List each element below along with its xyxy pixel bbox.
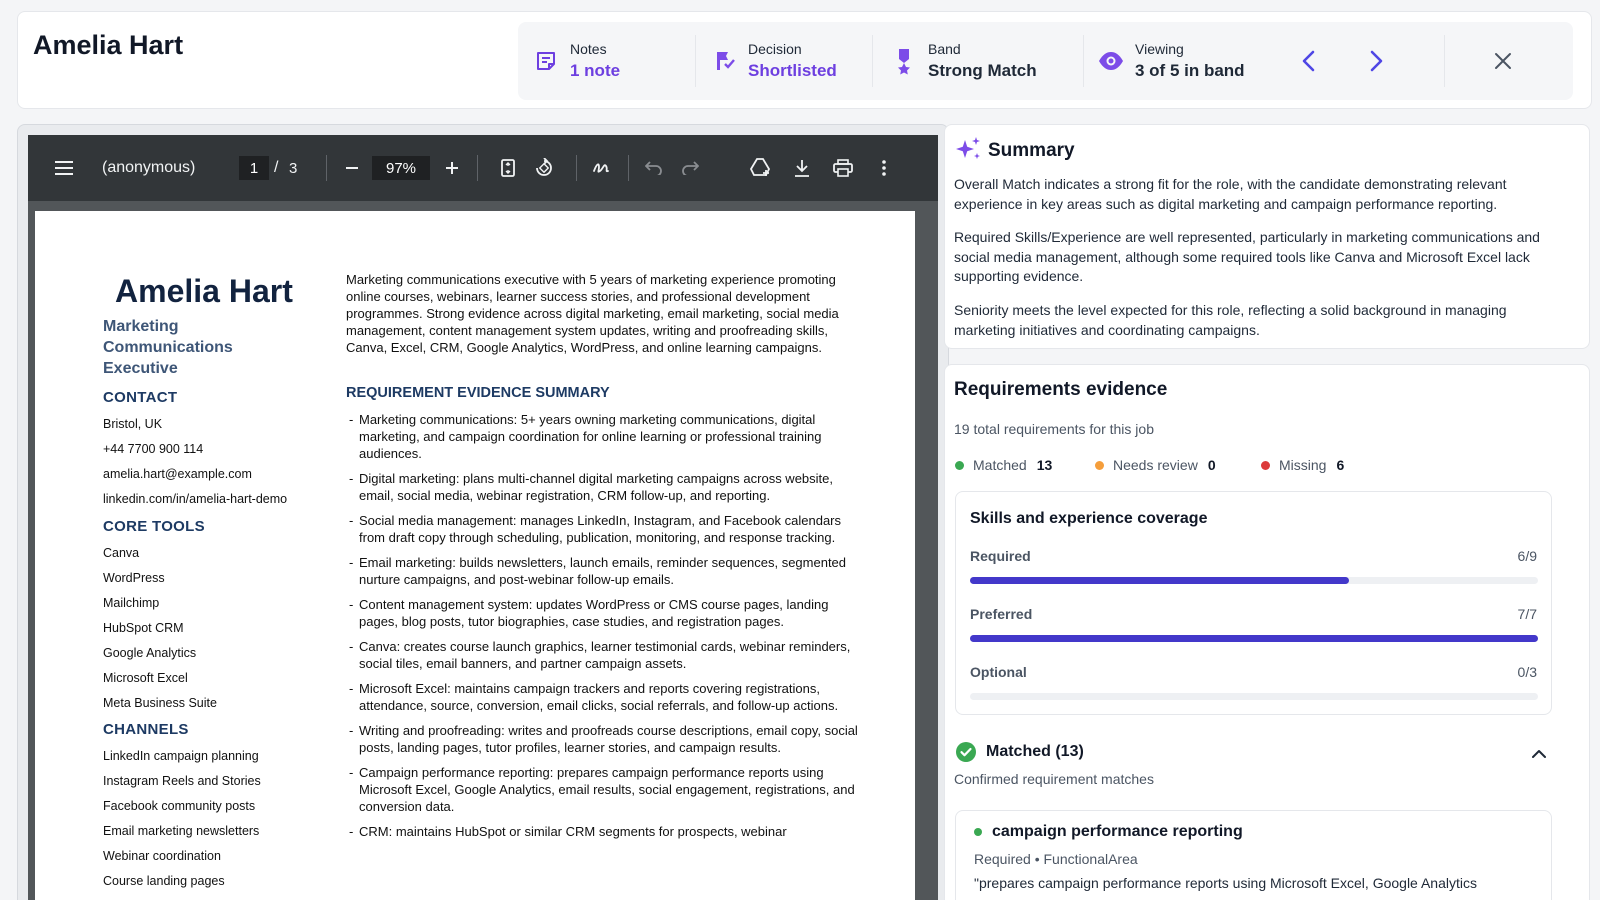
preferred-progress-bar [970,635,1538,642]
matched-dot [955,461,964,470]
pdf-viewer-container [17,124,949,900]
cv-tool-item: Mailchimp [103,596,160,610]
bookmark-check-icon [710,47,738,75]
required-progress-bar [970,577,1538,584]
drive-add-icon [750,158,772,178]
cv-channel-item: Email marketing newsletters [103,824,260,838]
menu-icon [55,161,73,175]
candidate-header [17,11,1592,109]
requirement-item-header [974,823,1243,841]
cv-tool-item: Google Analytics [103,646,197,660]
cv-evidence-item: - Email marketing: builds newsletters, launch emails, reminder sequences, segmented nurture campaigns, and post-webinar follow-up emails. [349,554,859,588]
cv-tool-item: HubSpot CRM [103,621,184,635]
sparkles-icon [955,136,983,169]
toolbar-divider [576,155,577,181]
requirement-evidence-quote: "prepares campaign performance reports using Microsoft Excel, Google Analytics [974,875,1477,891]
award-ribbon-icon [890,47,918,75]
viewing-value: 3 of 5 in band [1135,61,1245,80]
cv-evidence-item: - Writing and proofreading: writes and proofreads course descriptions, email copy, social posts, landing pages, tutor profiles, learner stories, and campaign results. [349,722,859,756]
requirements-card [944,364,1590,900]
summary-paragraph: Required Skills/Experience are well represented, particularly in marketing communications and social media management, although some required tools like Canva and Microsoft Excel lack supporting evidence. [954,229,1540,284]
undo-button[interactable] [642,155,666,181]
cv-role: Marketing Communications Executive [103,318,233,377]
cv-tools-heading: CORE TOOLS [103,518,205,535]
required-fraction: 6/9 [1517,548,1537,564]
decision-value[interactable]: Shortlisted [748,61,837,80]
cv-channel-item: LinkedIn campaign planning [103,749,259,763]
legend-matched-count: 13 [1036,457,1053,473]
zoom-in-button[interactable] [440,155,464,181]
page-separator: / [274,159,279,176]
print-icon [833,159,853,177]
page-number-input[interactable]: 1 [239,156,269,180]
decision-label: Decision [748,41,802,57]
optional-label: Optional [970,664,1027,680]
preferred-label: Preferred [970,606,1033,622]
draw-icon [592,159,612,177]
minus-icon [345,161,359,175]
pdf-page [35,211,915,900]
needs-review-dot [1095,461,1104,470]
legend-review-count: 0 [1207,457,1216,473]
chevron-up-icon [1532,749,1546,758]
requirement-meta: Required • FunctionalArea [974,851,1138,867]
next-candidate-button[interactable] [1361,46,1391,76]
previous-candidate-button[interactable] [1294,46,1324,76]
cv-evidence-item: - Social media management: manages LinkedIn, Instagram, and Facebook calendars from draft copy through scheduling, publication, monitoring, and response tracking. [349,512,859,546]
cv-evidence-item: - CRM: maintains HubSpot or similar CRM segments for prospects, webinar [349,823,859,840]
cv-tool-item: Microsoft Excel [103,671,188,685]
cv-tool-item: Meta Business Suite [103,696,217,710]
cv-contact-item: linkedin.com/in/amelia-hart-demo [103,492,288,506]
close-button[interactable] [1488,46,1518,76]
zoom-out-button[interactable] [340,155,364,181]
optional-fraction: 0/3 [1517,664,1537,680]
notes-label: Notes [570,41,607,57]
candidate-name: Amelia Hart [33,30,184,60]
cv-channels-heading: CHANNELS [103,721,189,738]
coverage-card [955,491,1552,715]
cv-contact-item: +44 7700 900 114 [103,442,204,456]
rotate-button[interactable] [532,155,556,181]
required-label: Required [970,548,1031,564]
notes-value[interactable]: 1 note [570,61,621,80]
more-vertical-icon [882,160,886,176]
matched-status-dot [974,828,982,836]
band-stat [890,22,1037,100]
cv-channel-item: Webinar coordination [103,849,221,863]
cv-channel-item: Facebook community posts [103,799,256,813]
optional-progress-bar [970,693,1538,700]
plus-icon [445,161,459,175]
cv-evidence-item: - Campaign performance reporting: prepares campaign performance reports using Microsoft Excel, Google Analytics, email results, social engagement, registrations, and conversion data. [349,764,859,815]
redo-button[interactable] [678,155,702,181]
cv-contact-item: amelia.hart@example.com [103,467,252,481]
preferred-fraction: 7/7 [1517,606,1537,622]
summary-paragraph: Overall Match indicates a strong fit for the role, with the candidate demonstrating relevant experience in key areas such as digital marketing and campaign performance reporting. [954,176,1507,212]
summary-card [944,124,1590,349]
preferred-progress-fill [970,635,1538,642]
more-options-button[interactable] [874,155,894,181]
requirements-title: Requirements evidence [954,379,1168,400]
notes-icon [532,47,560,75]
cv-channel-item: Course landing pages [103,874,225,888]
cv-contact-item: Bristol, UK [103,417,163,431]
legend-missing[interactable] [1261,457,1344,473]
required-progress-fill [970,577,1349,584]
collapse-matched-button[interactable] [1529,743,1549,763]
fit-page-button[interactable] [496,155,520,181]
notes-stat[interactable] [532,22,620,100]
cv-evidence-heading: REQUIREMENT EVIDENCE SUMMARY [346,385,610,401]
divider [695,35,696,87]
matched-section-header[interactable] [956,742,1084,762]
page-total: 3 [289,159,298,177]
viewing-stat [1097,22,1245,100]
cv-tool-item: WordPress [103,571,165,585]
legend-matched-label: Matched [973,457,1027,473]
legend-review-label: Needs review [1113,457,1198,473]
close-icon [1494,52,1512,70]
redo-icon [681,161,699,175]
rotate-icon [534,158,554,178]
requirements-total: 19 total requirements for this job [954,421,1154,437]
document-title: (anonymous) [102,159,196,176]
pdf-viewer [28,135,938,900]
toolbar-divider [628,155,629,181]
cv-evidence-item: - Marketing communications: 5+ years owning marketing communications, digital marketing, and campaign coordination for online learning or professional training audiences. [349,411,859,462]
cv-contact-heading: CONTACT [103,389,178,406]
check-circle-icon [956,742,976,762]
chevron-left-icon [1301,50,1317,72]
fit-page-icon [501,159,515,177]
cv-channel-item: Instagram Reels and Stories [103,774,261,788]
legend-missing-count: 6 [1336,457,1345,473]
missing-dot [1261,461,1270,470]
cv-evidence-item: - Digital marketing: plans multi-channel digital marketing campaigns across website, email, social media, webinar registration, CRM follow-up, and reporting. [349,470,859,504]
chevron-right-icon [1368,50,1384,72]
legend-matched[interactable] [955,457,1052,473]
band-value: Strong Match [928,61,1037,80]
annotate-button[interactable] [590,155,614,181]
requirement-title: campaign performance reporting [992,823,1243,840]
summary-paragraph: Seniority meets the level expected for this role, reflecting a solid background in managing marketing initiatives and coordinating campaigns. [954,302,1507,338]
eye-icon [1097,47,1125,75]
print-button[interactable] [830,155,856,181]
toolbar-divider [477,155,478,181]
legend-needs-review[interactable] [1095,457,1216,473]
cv-evidence-list [349,411,859,848]
divider [1444,35,1445,87]
viewing-label: Viewing [1135,41,1184,57]
stats-bar [518,22,1573,100]
download-icon [794,159,810,177]
requirement-item[interactable] [955,810,1552,900]
band-label: Band [928,41,961,57]
cv-summary: Marketing communications executive with 5 years of marketing experience promoting online courses, webinars, learner success stories, and professional development programmes. Strong evidence across digital marketing, email marketing, social media management, content management system updates, writing and proofreading skills, Canva, Excel, CRM, Google Analytics, WordPress, and online learning campaigns. [346,272,839,355]
legend-missing-label: Missing [1279,457,1327,473]
toolbar-divider [326,155,327,181]
matched-subtitle: Confirmed requirement matches [954,771,1154,787]
cv-evidence-item: - Canva: creates course launch graphics, learner testimonial cards, webinar reminders, social tiles, email banners, and partner campaign assets. [349,638,859,672]
summary-title: Summary [988,140,1075,161]
save-to-drive-button[interactable] [748,155,774,181]
zoom-input[interactable]: 97% [372,156,430,180]
pdf-toolbar [28,135,938,201]
cv-tool-item: Canva [103,546,140,560]
cv-evidence-item: - Content management system: updates WordPress or CMS course pages, landing pages, blog posts, tutor biographies, case studies, and registration pages. [349,596,859,630]
cv-evidence-item: - Microsoft Excel: maintains campaign trackers and reports covering registrations, attendance, source, conversion, email clicks, social referrals, and follow-up actions. [349,680,859,714]
menu-button[interactable] [52,155,76,181]
divider [1083,35,1084,87]
divider [872,35,873,87]
cv-name: Amelia Hart [115,273,293,309]
decision-stat[interactable] [710,22,837,100]
undo-icon [645,161,663,175]
download-button[interactable] [790,155,814,181]
matched-heading: Matched (13) [986,743,1084,760]
coverage-title: Skills and experience coverage [970,510,1208,527]
